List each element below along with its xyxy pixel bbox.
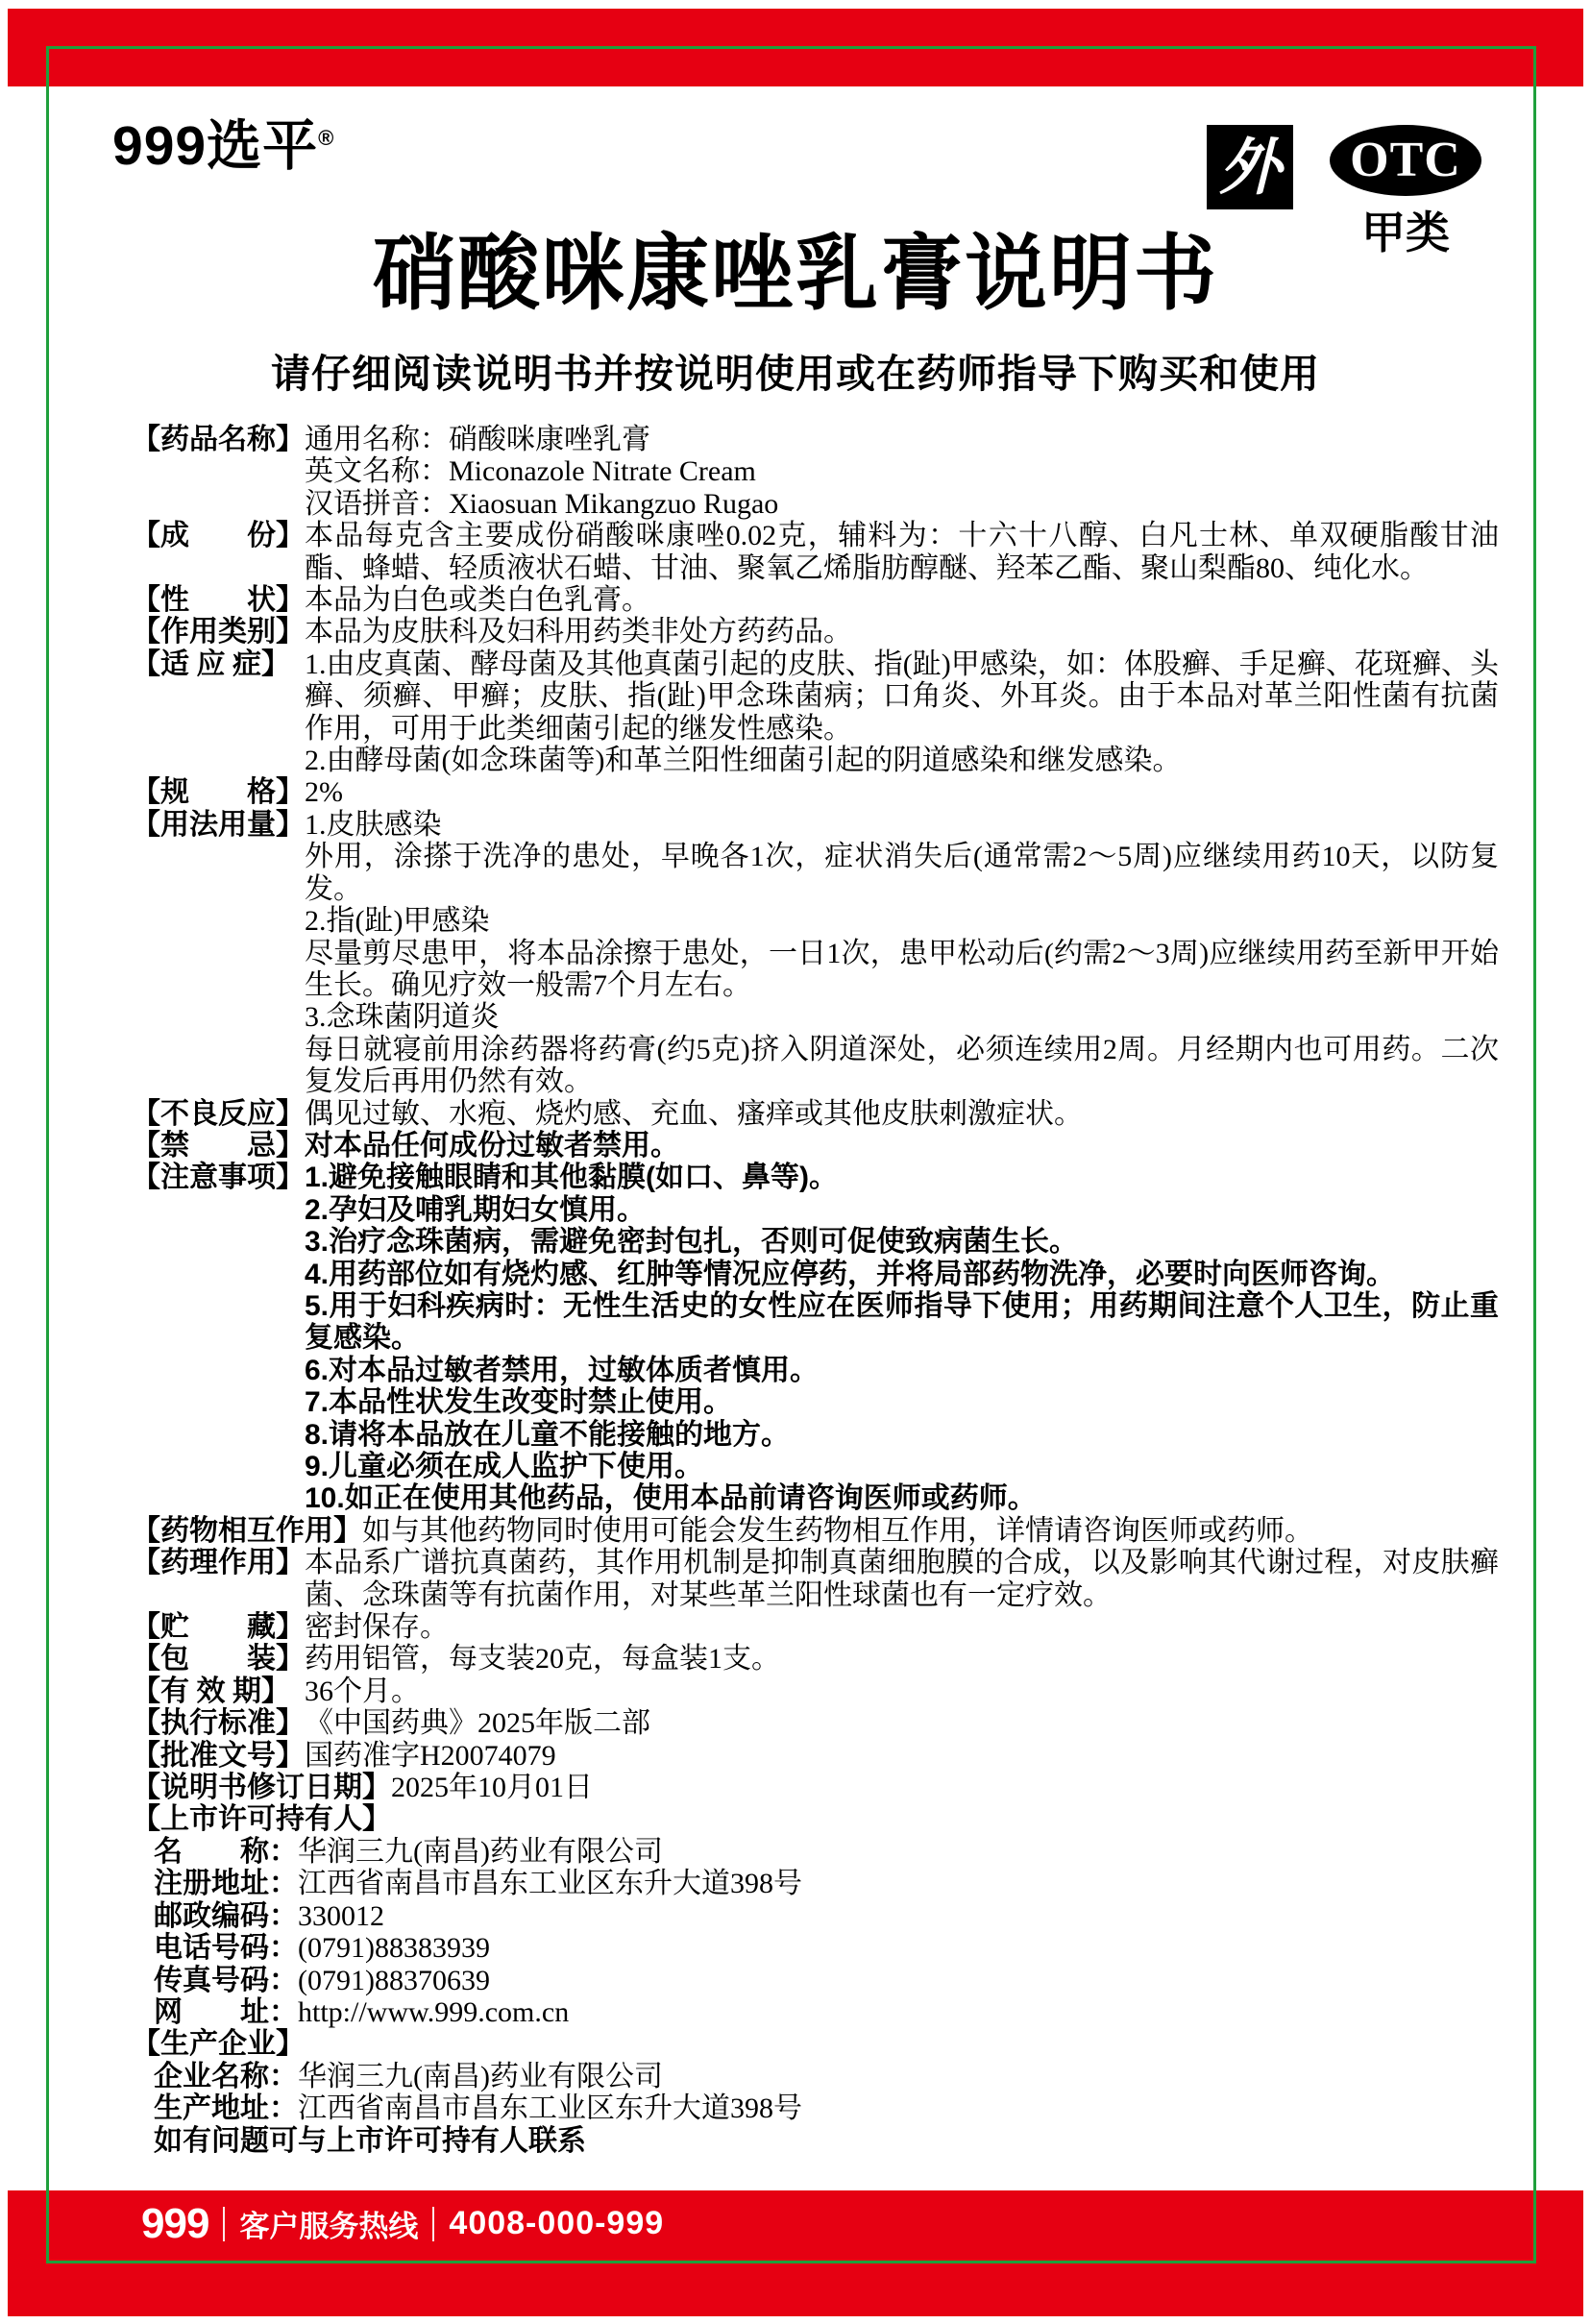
sub-value: http://www.999.com.cn xyxy=(298,1995,570,2028)
section-row xyxy=(132,1611,1499,1643)
section-row xyxy=(132,1098,1499,1130)
sub-label: 企业名称： xyxy=(154,2060,298,2092)
sub-value: 华润三九(南昌)药业有限公司 xyxy=(298,1835,663,1868)
sub-label: 注册地址： xyxy=(154,1868,298,1900)
section-text: 2.指(趾)甲感染 xyxy=(305,905,490,938)
section-content xyxy=(305,1707,1499,1739)
section-label: 【说明书修订日期】 xyxy=(132,1772,391,1804)
section-row xyxy=(132,776,1499,808)
footer-divider xyxy=(223,2207,225,2241)
section-label: 【批准文号】 xyxy=(132,1739,305,1772)
section-text: 6.对本品过敏者禁用，过敏体质者慎用。 xyxy=(305,1354,820,1386)
top-red-band xyxy=(8,9,1583,86)
footer-brand-logo: 999 xyxy=(141,2199,209,2247)
section-row xyxy=(132,424,1499,520)
section-row xyxy=(132,648,1499,777)
section-row xyxy=(132,809,1499,1098)
section-label: 【性 状】 xyxy=(132,584,305,617)
section-label: 【作用类别】 xyxy=(132,616,305,648)
external-use-badge xyxy=(1207,125,1293,209)
section-content xyxy=(305,776,1499,808)
section-row xyxy=(132,1740,1499,1772)
section-label: 【注意事项】 xyxy=(132,1162,305,1194)
footer-hotline-number: 4008-000-999 xyxy=(449,2205,665,2241)
section-label: 【禁 忌】 xyxy=(132,1129,305,1162)
section-row xyxy=(132,584,1499,616)
sub-value: 江西省南昌市昌东工业区东升大道398号 xyxy=(298,1868,802,1900)
section-text: 偶见过敏、水疱、烧灼感、充血、瘙痒或其他皮肤刺激症状。 xyxy=(305,1097,1083,1130)
section-content xyxy=(305,1130,1499,1162)
sub-value: 江西省南昌市昌东工业区东升大道398号 xyxy=(298,2092,802,2125)
section-text: 9.儿童必须在成人监护下使用。 xyxy=(305,1451,704,1482)
sub-label: 生产地址： xyxy=(154,2092,298,2125)
section-label: 【包 装】 xyxy=(132,1643,305,1676)
section-text: 本品为白色或类白色乳膏。 xyxy=(305,584,650,617)
brand-logo-text: 999选平 xyxy=(112,115,319,177)
section-text: 《中国药典》2025年版二部 xyxy=(305,1707,650,1740)
section-content xyxy=(305,1676,1499,1707)
section-text: 1.避免接触眼睛和其他黏膜(如口、鼻等)。 xyxy=(305,1162,838,1194)
section-text: 10.如正在使用其他药品，使用本品前请咨询医师或药师。 xyxy=(305,1482,1037,1515)
section-text: 汉语拼音：Xiaosuan Mikangzuo Rugao xyxy=(305,487,779,520)
sub-value: (0791)88370639 xyxy=(298,1964,490,1996)
sub-label: 网 址： xyxy=(154,1995,298,2028)
external-use-badge-text: 外 xyxy=(1219,133,1281,202)
section-row xyxy=(132,1803,1499,1835)
otc-badge xyxy=(1330,125,1481,196)
section-label: 【上市许可持有人】 xyxy=(132,1803,391,1836)
sub-row xyxy=(132,1965,1499,1996)
sub-row xyxy=(132,2061,1499,2092)
section-label: 【药品名称】 xyxy=(132,424,305,455)
section-row xyxy=(132,1515,1499,1547)
sub-row xyxy=(132,1868,1499,1899)
section-content xyxy=(305,1162,1499,1514)
section-label: 【有 效 期】 xyxy=(132,1675,290,1707)
section-text: 2% xyxy=(305,776,343,809)
section-row xyxy=(132,1772,1499,1803)
sub-value: 330012 xyxy=(298,1899,384,1932)
section-content xyxy=(305,1547,1499,1611)
section-content xyxy=(305,809,1499,1098)
section-row xyxy=(132,1162,1499,1514)
sub-label: 名 称： xyxy=(154,1835,298,1868)
otc-class-label: 甲类 xyxy=(1361,208,1450,257)
section-text: 2.由酵母菌(如念珠菌等)和革兰阳性细菌引起的阴道感染和继发感染。 xyxy=(305,745,1182,777)
section-label: 【不良反应】 xyxy=(132,1097,305,1130)
section-content xyxy=(305,1740,1499,1772)
section-text: 密封保存。 xyxy=(305,1611,449,1644)
registered-trademark-icon: ® xyxy=(318,126,335,150)
section-text: 外用，涂搽于洗净的患处，早晚各1次，症状消失后(通常需2～5周)应继续用药10天，以防复发。 xyxy=(305,841,1499,905)
section-text: 3.念珠菌阴道炎 xyxy=(305,1001,500,1034)
section-text: 通用名称：硝酸咪康唑乳膏 xyxy=(305,424,650,455)
footer-divider xyxy=(432,2207,434,2241)
bottom-red-band xyxy=(8,2190,1583,2316)
page-title: 硝酸咪康唑乳膏说明书 xyxy=(373,228,1218,320)
section-text: 1.由皮真菌、酵母菌及其他真菌引起的皮肤、指(趾)甲感染，如：体股癣、手足癣、花斑癣、头癣、须癣、甲癣；皮肤、指(趾)甲念珠菌病；口角炎、外耳炎。由于本品对革兰阳性菌有抗菌作用，可用于此类细菌引起的继发性感染。 xyxy=(305,648,1499,745)
section-content xyxy=(305,520,1499,584)
section-label: 【用法用量】 xyxy=(132,808,305,841)
section-row xyxy=(132,1676,1499,1707)
section-row xyxy=(132,1643,1499,1675)
section-label: 【贮 藏】 xyxy=(132,1611,305,1644)
section-text: 如与其他药物同时使用可能会发生药物相互作用，详情请咨询医师或药师。 xyxy=(362,1514,1313,1547)
section-content xyxy=(305,1098,1499,1130)
section-label: 【成 份】 xyxy=(132,520,305,552)
section-text: 1.皮肤感染 xyxy=(305,808,442,841)
section-content xyxy=(305,424,1499,520)
section-text: 国药准字H20074079 xyxy=(305,1739,556,1772)
sub-value: (0791)88383939 xyxy=(298,1932,490,1965)
section-label: 【执行标准】 xyxy=(132,1707,305,1740)
section-label: 【药物相互作用】 xyxy=(132,1514,362,1547)
section-text: 7.本品性状发生改变时禁止使用。 xyxy=(305,1386,733,1419)
section-text: 2.孕妇及哺乳期妇女慎用。 xyxy=(305,1193,647,1226)
sub-row xyxy=(132,1932,1499,1964)
section-text: 4.用药部位如有烧灼感、红肿等情况应停药，并将局部药物洗净，必要时向医师咨询。 xyxy=(305,1258,1396,1290)
section-label: 【生产企业】 xyxy=(132,2028,305,2061)
section-text: 本品为皮肤科及妇科用药类非处方药药品。 xyxy=(305,616,852,648)
sub-label: 电话号码： xyxy=(154,1932,298,1965)
section-text: 3.治疗念珠菌病，需避免密封包扎，否则可促使致病菌生长。 xyxy=(305,1226,1079,1259)
section-content xyxy=(305,648,1499,777)
section-label: 【适 应 症】 xyxy=(132,648,290,680)
sub-row xyxy=(132,1900,1499,1932)
section-row xyxy=(132,2028,1499,2060)
brand-logo xyxy=(112,115,335,177)
leaflet-body xyxy=(132,424,1499,2157)
note-row: 如有问题可与上市许可持有人联系 xyxy=(154,2124,586,2157)
section-text: 尽量剪尽患甲，将本品涂擦于患处，一日1次，患甲松动后(约需2～3周)应继续用药至新甲开始生长。确见疗效一般需7个月左右。 xyxy=(305,937,1499,1001)
section-text: 英文名称：Miconazole Nitrate Cream xyxy=(305,455,756,488)
sub-row xyxy=(132,1836,1499,1868)
section-row xyxy=(132,1130,1499,1162)
section-content xyxy=(305,1611,1499,1643)
section-text: 对本品任何成份过敏者禁用。 xyxy=(305,1129,679,1162)
read-instructions-subtitle: 请仔细阅读说明书并按说明使用或在药师指导下购买和使用 xyxy=(271,352,1320,396)
section-text: 药用铝管，每支装20克，每盒装1支。 xyxy=(305,1643,780,1676)
section-text: 5.用于妇科疾病时：无性生活史的女性应在医师指导下使用；用药期间注意个人卫生，防止重复感染。 xyxy=(305,1289,1499,1355)
section-text: 8.请将本品放在儿童不能接触的地方。 xyxy=(305,1418,791,1451)
section-row xyxy=(132,616,1499,648)
sub-value: 华润三九(南昌)药业有限公司 xyxy=(298,2060,663,2092)
sub-label: 传真号码： xyxy=(154,1964,298,1996)
section-label: 【规 格】 xyxy=(132,776,305,809)
section-row xyxy=(132,1707,1499,1739)
section-content xyxy=(305,616,1499,648)
section-text: 36个月。 xyxy=(305,1675,420,1707)
otc-badge-text: OTC xyxy=(1350,133,1461,187)
section-content xyxy=(305,584,1499,616)
section-row xyxy=(132,1547,1499,1611)
section-text: 本品系广谱抗真菌药，其作用机制是抑制真菌细胞膜的合成，以及影响其代谢过程，对皮肤癣菌、念珠菌等有抗菌作用，对某些革兰阳性球菌也有一定疗效。 xyxy=(305,1547,1499,1611)
footer-service-label: 客户服务热线 xyxy=(239,2210,419,2243)
sub-row xyxy=(132,2092,1499,2124)
section-text: 2025年10月01日 xyxy=(391,1772,593,1804)
section-content xyxy=(305,1643,1499,1675)
section-row xyxy=(132,520,1499,584)
sub-label: 邮政编码： xyxy=(154,1899,298,1932)
section-text: 本品每克含主要成份硝酸咪康唑0.02克，辅料为：十六十八醇、白凡士林、单双硬脂酸甘油酯、蜂蜡、轻质液状石蜡、甘油、聚氧乙烯脂肪醇醚、羟苯乙酯、聚山梨酯80、纯化水。 xyxy=(305,520,1499,584)
section-text: 每日就寝前用涂药器将药膏(约5克)挤入阴道深处，必须连续用2周。月经期内也可用药。二次复发后再用仍然有效。 xyxy=(305,1033,1499,1098)
sub-row xyxy=(132,1996,1499,2028)
customer-service-footer xyxy=(141,2199,665,2247)
section-label: 【药理作用】 xyxy=(132,1547,305,1579)
